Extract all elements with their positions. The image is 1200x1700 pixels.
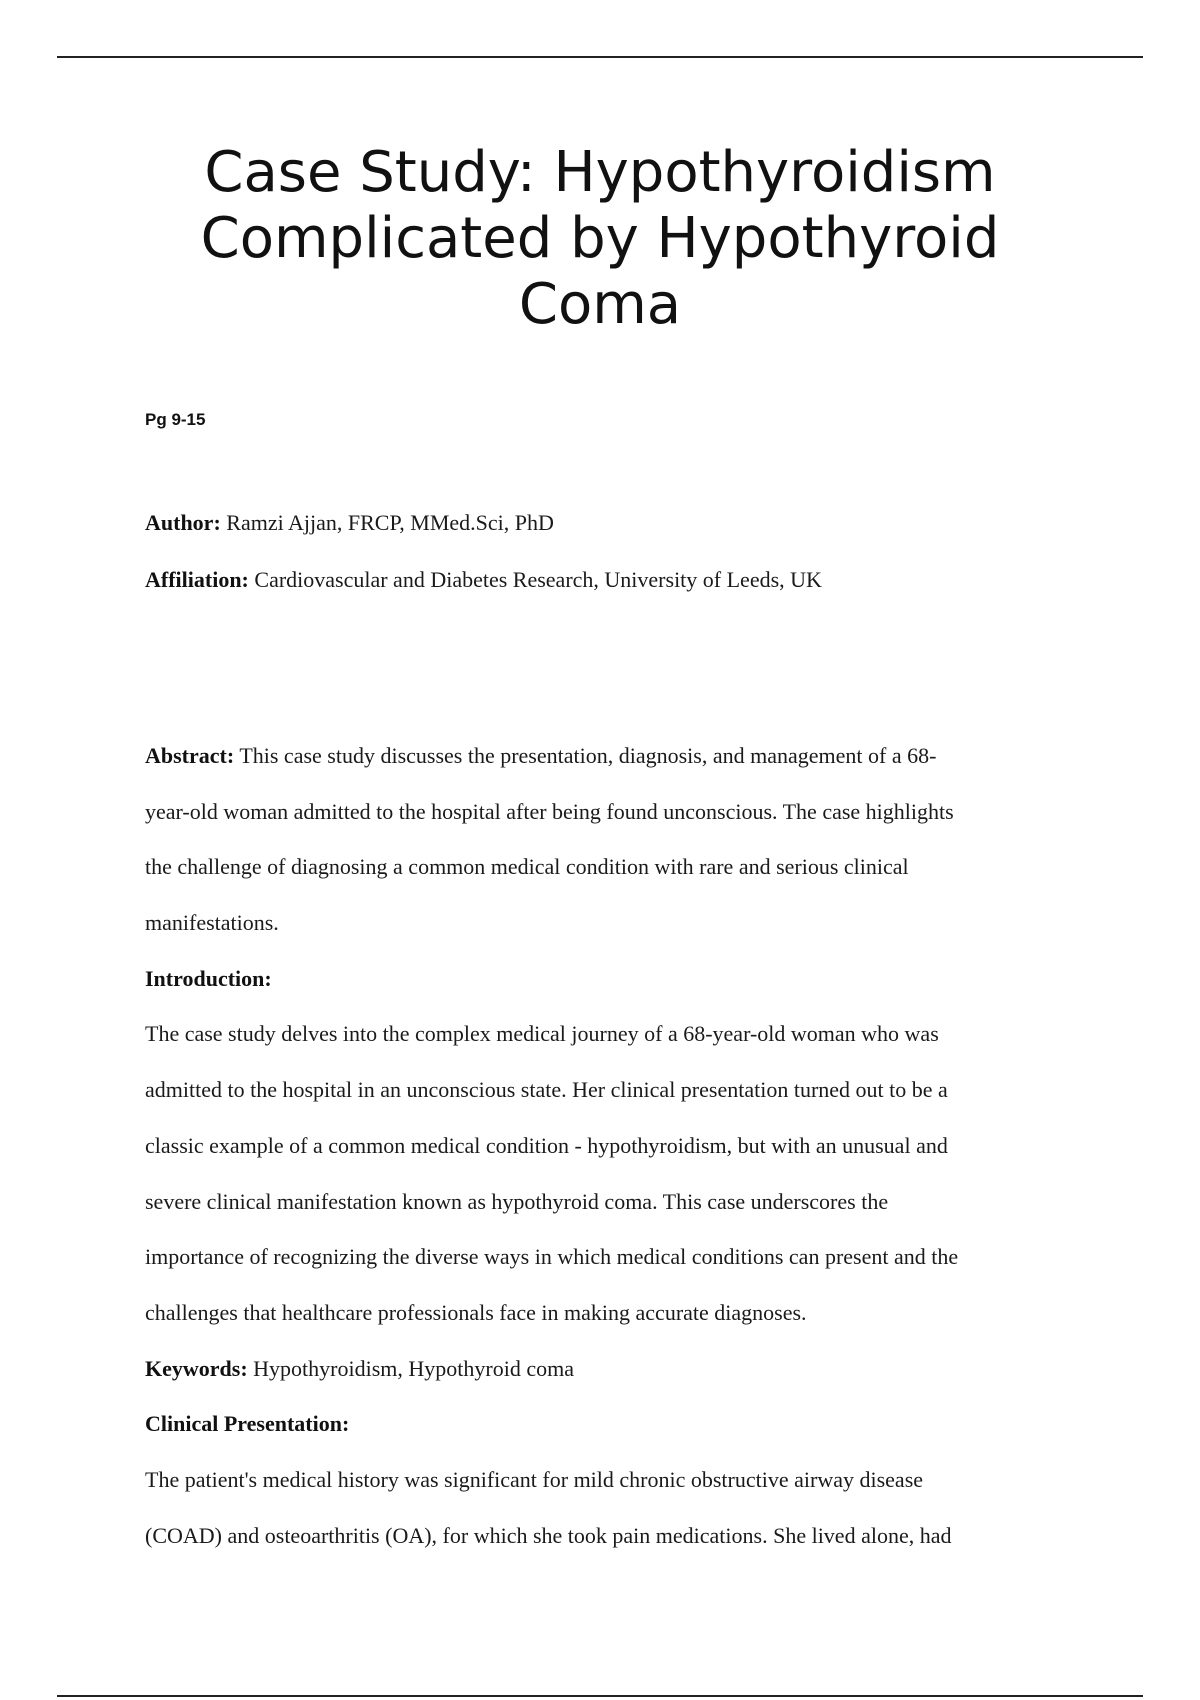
top-rule xyxy=(57,56,1143,58)
clinical-presentation-line: The patient's medical history was significant for mild chronic obstructive airway disease xyxy=(145,1466,924,1492)
page-range: Pg 9-15 xyxy=(145,410,206,429)
abstract-line xyxy=(145,728,1075,784)
title-line: Coma xyxy=(518,272,682,337)
author-line xyxy=(145,508,554,538)
abstract-line: manifestations. xyxy=(145,910,279,936)
title-line: Case Study: Hypothyroidism xyxy=(204,140,996,205)
clinical-presentation-heading xyxy=(145,1396,1075,1452)
document-body xyxy=(145,728,1075,1563)
document-title xyxy=(100,140,1100,338)
introduction-line: importance of recognizing the diverse ways in which medical conditions can present and the xyxy=(145,1244,959,1270)
introduction-heading xyxy=(145,951,1075,1007)
abstract-text: This case study discusses the presentation, diagnosis, and management of a 68- xyxy=(239,743,937,768)
clinical-presentation-heading-text: Clinical Presentation: xyxy=(145,1411,350,1437)
affiliation-label: Affiliation: xyxy=(145,567,249,592)
abstract-label: Abstract: xyxy=(145,743,235,768)
keywords-line xyxy=(145,1341,1075,1397)
keywords-value: Hypothyroidism, Hypothyroid coma xyxy=(253,1355,574,1381)
affiliation-value: Cardiovascular and Diabetes Research, University of Leeds, UK xyxy=(254,567,822,592)
introduction-line: The case study delves into the complex medical journey of a 68-year-old woman who was xyxy=(145,1021,939,1047)
keywords-label: Keywords: xyxy=(145,1355,248,1381)
introduction-line: classic example of a common medical condition - hypothyroidism, but with an unusual and xyxy=(145,1132,948,1158)
bottom-rule xyxy=(57,1695,1143,1697)
introduction-line: challenges that healthcare professionals face in making accurate diagnoses. xyxy=(145,1299,807,1325)
introduction-line: admitted to the hospital in an unconscious state. Her clinical presentation turned out to be a xyxy=(145,1077,948,1103)
affiliation-line xyxy=(145,565,822,595)
author-label: Author: xyxy=(145,510,221,535)
introduction-line: severe clinical manifestation known as hypothyroid coma. This case underscores the xyxy=(145,1188,889,1214)
abstract-line: the challenge of diagnosing a common medical condition with rare and serious clinical xyxy=(145,854,909,880)
author-value: Ramzi Ajjan, FRCP, MMed.Sci, PhD xyxy=(226,510,554,535)
abstract-line: year-old woman admitted to the hospital after being found unconscious. The case highlights xyxy=(145,798,954,824)
introduction-heading-text: Introduction: xyxy=(145,965,272,991)
title-line: Complicated by Hypothyroid xyxy=(200,206,1000,271)
clinical-presentation-line: (COAD) and osteoarthritis (OA), for which she took pain medications. She lived alone, had xyxy=(145,1522,952,1548)
